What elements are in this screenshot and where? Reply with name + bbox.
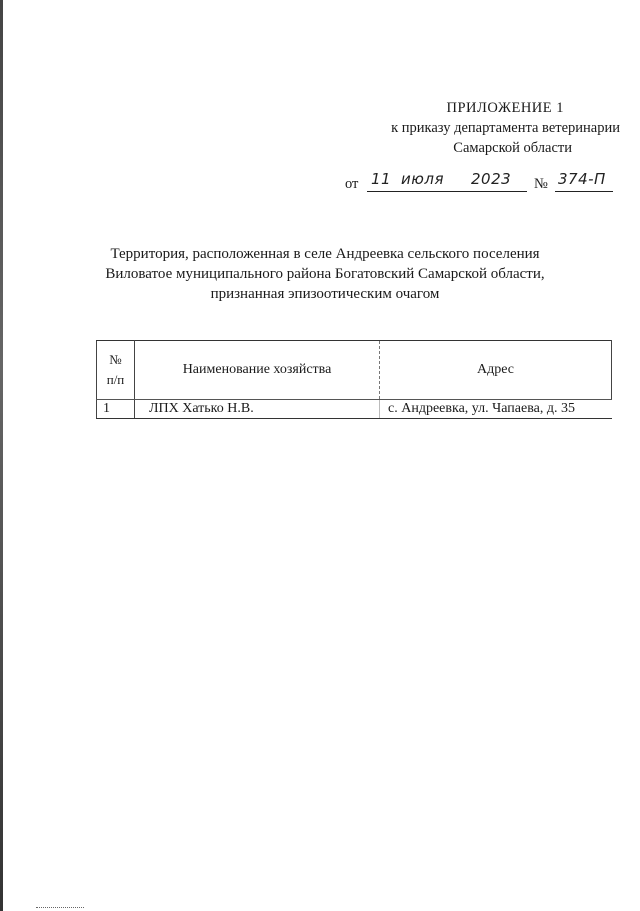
appendix-header	[330, 98, 620, 158]
date-blank	[367, 191, 527, 192]
farms-table	[96, 340, 612, 419]
document-title	[90, 244, 560, 304]
header-address: Адрес	[380, 341, 612, 400]
appendix-order-ref: к приказу департамента ветеринарии	[391, 120, 620, 136]
title-line-3: признанная эпизоотическим очагом	[210, 286, 440, 302]
date-day: 11	[371, 170, 392, 188]
footer-mark	[36, 907, 84, 909]
date-month: июля	[401, 170, 444, 188]
title-line-1: Территория, расположенная в селе Андреевка сельского поселения	[110, 246, 540, 262]
number-blank	[555, 191, 613, 192]
appendix-region: Самарской области	[453, 140, 572, 156]
table-header-row	[97, 341, 612, 400]
header-num: № п/п	[97, 341, 135, 400]
row-address: с. Андреевка, ул. Чапаева, д. 35	[380, 400, 612, 419]
header-name: Наименование хозяйства	[135, 341, 380, 400]
date-year: 2023	[471, 170, 512, 188]
scan-edge	[0, 0, 3, 911]
number-label: №	[534, 176, 548, 192]
appendix-title: ПРИЛОЖЕНИЕ 1	[446, 100, 564, 116]
table-row	[97, 400, 612, 419]
date-label: от	[345, 176, 359, 192]
order-date-number	[345, 172, 620, 198]
row-name: ЛПХ Хатько Н.В.	[135, 400, 380, 419]
title-line-2: Виловатое муниципального района Богатовский Самарской области,	[105, 266, 545, 282]
row-num: 1	[97, 400, 135, 419]
number-value: 374-П	[558, 170, 606, 188]
